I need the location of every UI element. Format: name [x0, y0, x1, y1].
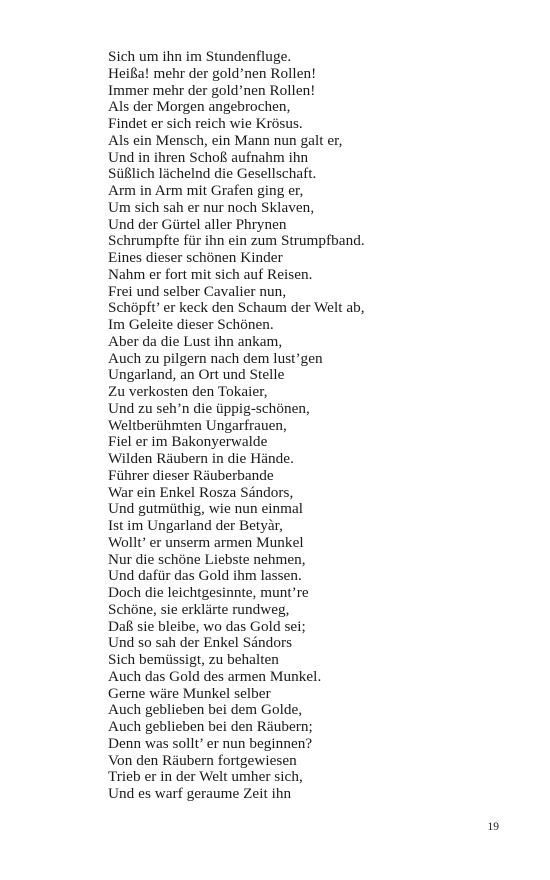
- poem-line: Wollt’ er unserm armen Munkel: [108, 533, 304, 551]
- poem-line: Von den Räubern fortgewiesen: [108, 751, 297, 769]
- poem-line: Wilden Räubern in die Hände.: [108, 450, 294, 467]
- poem-line: Süßlich lächelnd die Gesellschaft.: [108, 165, 317, 183]
- poem-line: Als der Morgen angebrochen,: [108, 98, 291, 116]
- poem-line: Und gutmüthig, wie nun einmal: [108, 500, 304, 518]
- poem-line: Auch das Gold des armen Munkel.: [108, 667, 322, 685]
- poem-line: Denn was sollt’ er nun beginnen?: [108, 734, 313, 752]
- poem-line: Und es warf geraume Zeit ihn: [108, 785, 292, 802]
- poem-line: Sich bemüssigt, zu behalten: [108, 651, 279, 668]
- poem-line: Im Geleite dieser Schönen.: [108, 316, 274, 333]
- poem-line: Arm in Arm mit Grafen ging er,: [108, 182, 304, 199]
- poem-line: Um sich sah er nur noch Sklaven,: [108, 198, 315, 216]
- poem-line: Eines dieser schönen Kinder: [108, 249, 283, 266]
- poem-line: Immer mehr der gold’nen Rollen!: [108, 81, 316, 99]
- poem-line: War ein Enkel Rosza Sándors,: [108, 483, 294, 501]
- poem-line: Sich um ihn im Stundenfluge.: [108, 48, 292, 65]
- poem-text-block: [108, 49, 528, 803]
- poem-line: Gerne wäre Munkel selber: [108, 684, 271, 702]
- poem-line: Auch geblieben bei den Räubern;: [108, 718, 313, 735]
- poem-line: Findet er sich reich wie Krösus.: [108, 115, 303, 132]
- poem-line: Und dafür das Gold ihm lassen.: [108, 567, 302, 585]
- poem-line: Aber da die Lust ihn ankam,: [108, 332, 283, 350]
- poem-line: Fiel er im Bakonyerwalde: [108, 433, 268, 451]
- poem-line: Auch zu pilgern nach dem lust’gen: [108, 349, 323, 367]
- page-number: 19: [487, 821, 499, 833]
- poem-line: Und so sah der Enkel Sándors: [108, 634, 293, 652]
- poem-line: Schöpft’ er keck den Schaum der Welt ab,: [108, 299, 365, 317]
- poem-line: Und zu seh’n die üppig-schönen,: [108, 399, 310, 417]
- poem-line: Führer dieser Räuberbande: [108, 466, 274, 484]
- poem-line: Ist im Ungarland der Betyàr,: [108, 517, 283, 534]
- poem-line: Weltberühmten Ungarfrauen,: [108, 416, 287, 434]
- poem-line: Auch geblieben bei dem Golde,: [108, 701, 303, 719]
- poem-line: Heißa! mehr der gold’nen Rollen!: [108, 64, 317, 82]
- poem-line: Frei und selber Cavalier nun,: [108, 282, 287, 300]
- poem-line: Als ein Mensch, ein Mann nun galt er,: [108, 131, 343, 149]
- poem-line: Schöne, sie erklärte rundweg,: [108, 600, 290, 618]
- poem-line: Nahm er fort mit sich auf Reisen.: [108, 265, 313, 283]
- poem-line: Ungarland, an Ort und Stelle: [108, 366, 285, 384]
- poem-line: Doch die leichtgesinnte, munt’re: [108, 584, 309, 601]
- poem-line: Und der Gürtel aller Phrynen: [108, 215, 287, 233]
- poem-line: Und in ihren Schoß aufnahm ihn: [108, 148, 309, 166]
- poem-line: Trieb er in der Welt umher sich,: [108, 768, 303, 786]
- poem-line: Zu verkosten den Tokaier,: [108, 383, 268, 400]
- poem-line: Nur die schöne Liebste nehmen,: [108, 550, 306, 568]
- poem-line: Schrumpfte für ihn ein zum Strumpfband.: [108, 232, 365, 250]
- poem-line: Daß sie bleibe, wo das Gold sei;: [108, 617, 306, 635]
